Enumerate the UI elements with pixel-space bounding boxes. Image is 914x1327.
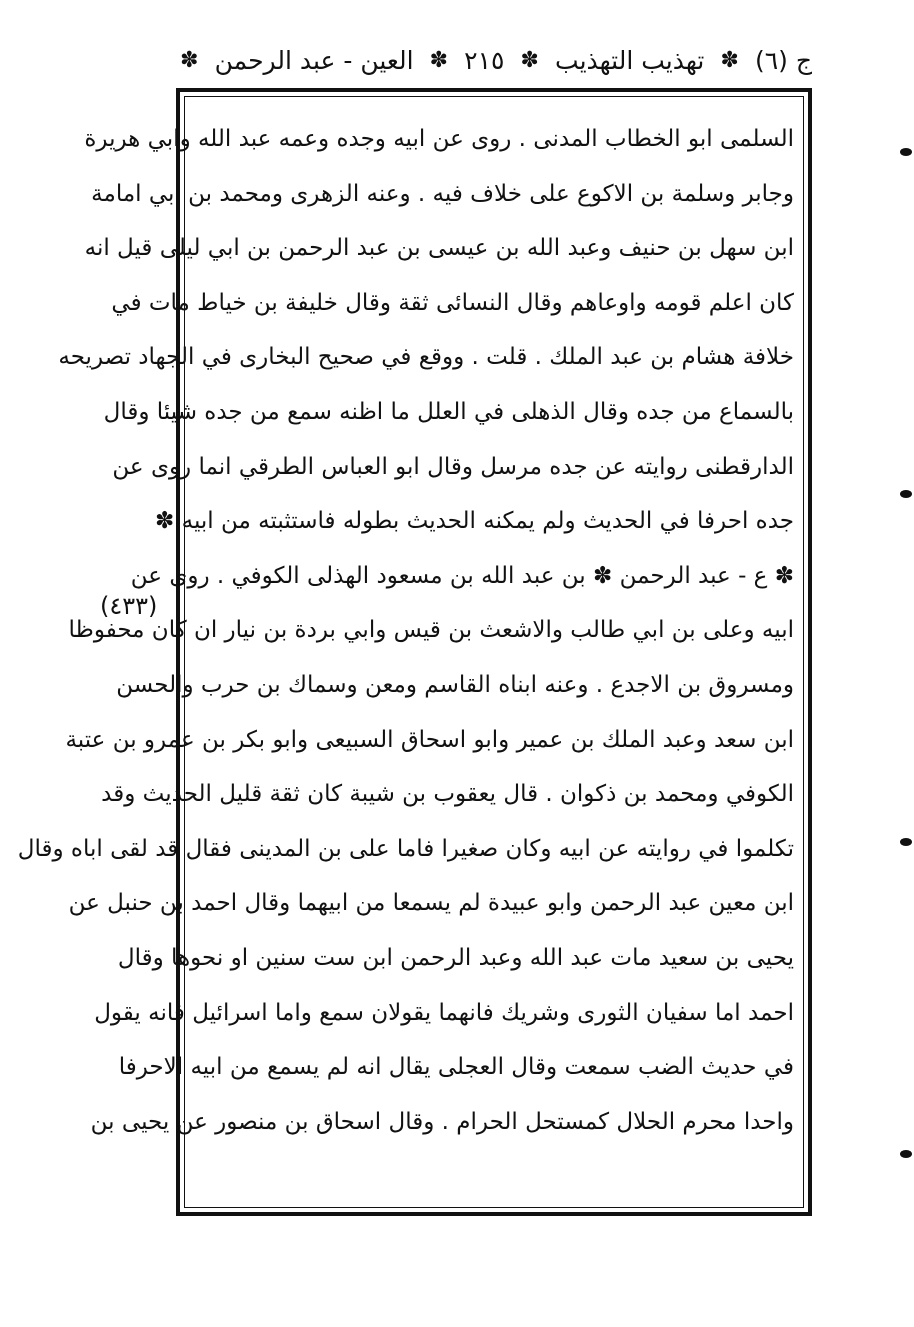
ornament-icon: ✽ (520, 47, 539, 73)
text-line: كان اعلم قومه واوعاهم وقال النسائى ثقة وقال خليفة بن خياط مات في (111, 289, 794, 316)
volume-label: ج (٦) (754, 45, 812, 75)
scan-mark (900, 1150, 912, 1158)
text-line: ✽ ع - عبد الرحمن ✽ بن عبد الله بن مسعود الهذلى الكوفي . روى عن (130, 562, 794, 589)
running-header (180, 38, 812, 82)
text-line: ابن سهل بن حنيف وعبد الله بن عيسى بن عبد الرحمن بن ابي ليلى قيل انه (84, 235, 794, 262)
text-line: خلافة هشام بن عبد الملك . قلت . ووقع في صحيح البخارى في الجهاد تصريحه (58, 344, 794, 371)
ornament-icon: ✽ (429, 47, 449, 73)
page-number: ٢١٥ (464, 45, 505, 75)
scan-mark (900, 148, 912, 156)
text-line: جده احرفا في الحديث ولم يمكنه الحديث بطوله فاستثبته من ابيه ✽ (155, 508, 794, 535)
text-line: واحدا محرم الحلال كمستحل الحرام . وقال اسحاق بن منصور عن يحيى بن (90, 1108, 794, 1135)
text-line: الدارقطنى روايته عن جده مرسل وقال ابو العباس الطرقي انما روى عن (112, 453, 794, 480)
ornament-icon: ✽ (720, 47, 739, 73)
text-line: احمد اما سفيان الثورى وشريك فانهما يقولان سمع واما اسرائيل فانه يقول (94, 999, 794, 1026)
text-line: بالسماع من جده وقال الذهلى في العلل ما اظنه سمع من جده شيئا وقال (103, 398, 794, 425)
book-title: تهذيب التهذيب (555, 45, 705, 75)
scan-mark (900, 490, 912, 498)
text-line: يحيى بن سعيد مات عبد الله وعبد الرحمن ابن ست سنين او نحوها وقال (117, 944, 794, 971)
text-line: ابن معين عبد الرحمن وابو عبيدة لم يسمعا من ابيهما وقال احمد بن حنبل عن (68, 890, 794, 917)
scan-mark (900, 838, 912, 846)
text-line: ومسروق بن الاجدع . وعنه ابناه القاسم ومعن وسماك بن حرب والحسن (116, 671, 794, 698)
text-line: الكوفي ومحمد بن ذكوان . قال يعقوب بن شيبة كان ثقة قليل الحديث وقد (101, 781, 794, 808)
section-title: العين - عبد الرحمن (214, 45, 414, 75)
text-line: وجابر وسلمة بن الاكوع على خلاف فيه . وعنه الزهرى ومحمد بن ابي امامة (91, 180, 794, 207)
text-line: تكلموا في روايته عن ابيه وكان صغيرا فاما على بن المدينى فقال قد لقى اباه وقال (17, 835, 794, 862)
text-line: السلمى ابو الخطاب المدنى . روى عن ابيه وجده وعمه عبد الله وابي هريرة (84, 126, 794, 152)
text-line: ابيه وعلى بن ابي طالب والاشعث بن قيس وابي بردة بن نيار ان كان محفوظا (68, 617, 794, 644)
entry-number: (٤٣٣) (100, 592, 158, 620)
text-line: ابن سعد وعبد الملك بن عمير وابو اسحاق السبيعى وابو بكر بن عمرو بن عتبة (65, 726, 794, 753)
text-line: في حديث الضب سمعت وقال العجلى يقال انه لم يسمع من ابيه الاحرفا (118, 1054, 794, 1081)
ornament-icon: ✽ (180, 47, 199, 73)
